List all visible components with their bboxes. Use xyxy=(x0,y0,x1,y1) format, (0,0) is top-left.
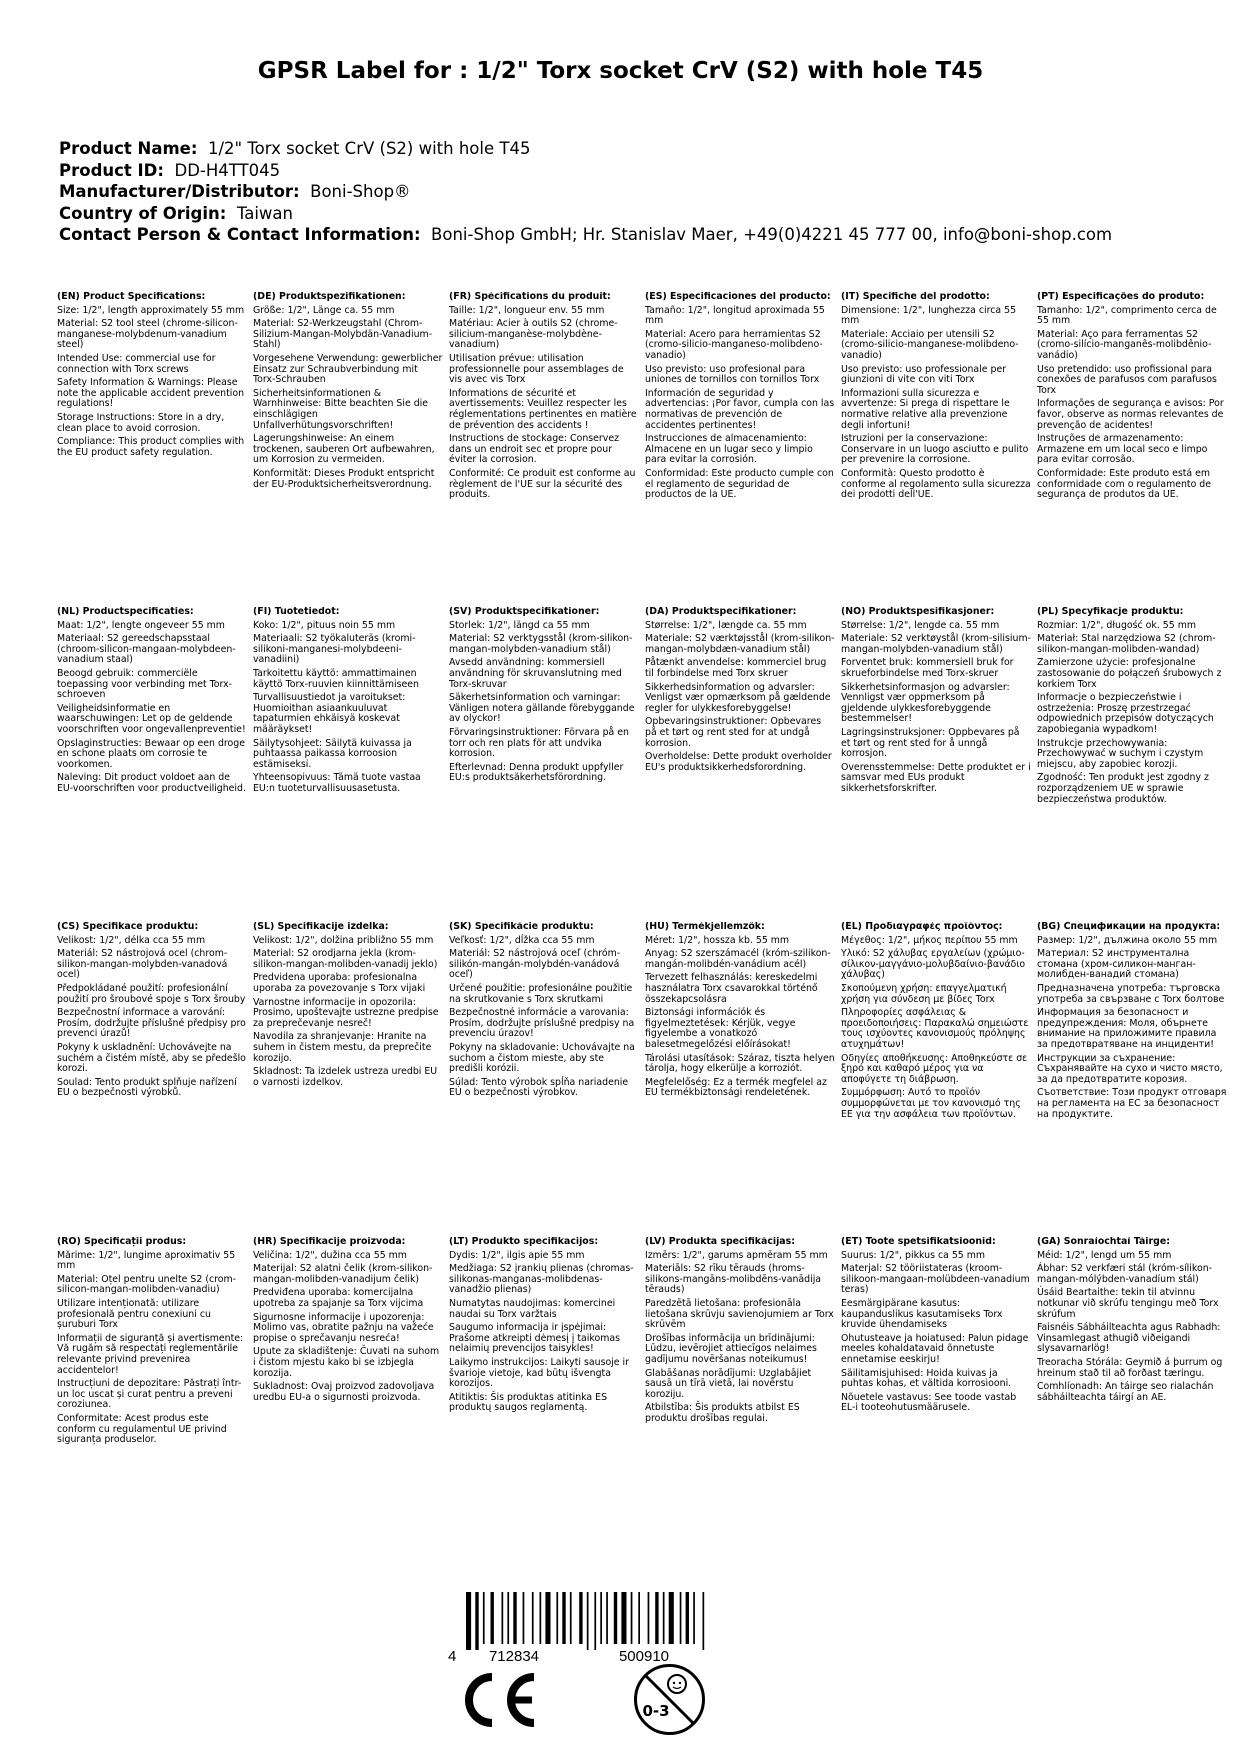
spec-paragraph: Predvidena uporaba: profesionalna uporaba za povezovanje s Torx vijaki xyxy=(253,972,426,994)
barcode-bar xyxy=(513,1592,516,1644)
barcode-group-left: 712834 xyxy=(488,1648,540,1664)
spec-column xyxy=(449,1237,645,1567)
spec-paragraph: Beoogd gebruik: commerciële toepassing voor verbinding met Torx-schroeven xyxy=(57,667,233,701)
spec-paragraph: Medžiaga: S2 įrankių plienas (chromas-silikonas-manganas-molibdenas-vanadžio plienas) xyxy=(449,1263,634,1296)
spec-heading: (FR) Spécifications du produit: xyxy=(449,292,611,302)
spec-paragraph: Размер: 1/2", дължина около 55 mm xyxy=(1037,934,1218,946)
spec-heading: (EL) Προδιαγραφές προϊόντος: xyxy=(841,922,1003,932)
product-id-value: DD-H4TT045 xyxy=(174,160,281,180)
product-id-row xyxy=(59,160,1112,182)
barcode-bar xyxy=(606,1592,608,1644)
barcode-bar xyxy=(614,1592,617,1644)
spec-heading: (SL) Specifikacije izdelka: xyxy=(253,922,389,932)
spec-grid xyxy=(57,292,1237,1567)
barcode-bar xyxy=(663,1592,665,1644)
spec-paragraph: Съответствие: Този продукт отговаря на регламента на ЕС за безопасност на продуктите. xyxy=(1037,1087,1227,1120)
spec-heading: (IT) Specifiche del prodotto: xyxy=(841,292,990,302)
spec-paragraph: Tarkoitettu käyttö: ammattimainen käyttö Torx-ruuvien kiinnittämiseen xyxy=(253,667,419,690)
spec-column xyxy=(841,922,1037,1237)
spec-column xyxy=(57,607,253,922)
spec-heading: (CS) Specifikace produktu: xyxy=(57,922,199,932)
spec-paragraph: Materiał: Stal narzędziowa S2 (chrom-silikon-mangan-molibden-wandad) xyxy=(1037,633,1216,655)
spec-paragraph: Overholdelse: Dette produkt overholder EU's produktsikkerhedsforordning. xyxy=(645,751,832,773)
spec-paragraph: Materijal: S2 alatni čelik (krom-silikon-mangan-molibden-vanadijum čelik) xyxy=(253,1263,433,1285)
barcode-bar xyxy=(545,1592,550,1644)
spec-paragraph: Opbevaringsinstruktioner: Opbevares på et tørt og rent sted for at undgå korrosion. xyxy=(645,716,822,749)
spec-paragraph: Anyag: S2 szerszámacél (króm-szilikon-mangán-molibdén-vanádium acél) xyxy=(645,948,831,970)
spec-paragraph: Materiál: S2 nástrojová oceľ (chróm-silikón-mangán-molybdén-vanádová oceľ) xyxy=(449,948,621,981)
spec-paragraph: Σκοπούμενη χρήση: επαγγελματική χρήση για σύνδεση με βίδες Torx xyxy=(841,982,1007,1005)
barcode-bar xyxy=(556,1592,558,1644)
spec-paragraph: Velikost: 1/2", délka cca 55 mm xyxy=(57,934,206,946)
spec-paragraph: Skladnost: Ta izdelek ustreza uredbi EU o varnosti izdelkov. xyxy=(253,1066,438,1088)
spec-paragraph: Předpokládané použití: profesionální použití pro šroubové spoje s Torx šrouby xyxy=(57,982,246,1005)
spec-paragraph: Μέγεθος: 1/2", μήκος περίπου 55 mm xyxy=(841,934,1018,946)
barcode-bar xyxy=(483,1592,485,1644)
spec-paragraph: Bezpečnostné informácie a varovania: Prosím, dodržujte príslušné predpisy na prevenciu úrazov! xyxy=(449,1007,635,1040)
spec-paragraph: Mărime: 1/2", lungime aproximativ 55 mm xyxy=(57,1249,236,1272)
spec-paragraph: Atitiktis: Šis produktas atitinka ES produktų saugos reglamentą. xyxy=(449,1391,608,1414)
spec-paragraph: Opslaginstructies: Bewaar op een droge en schone plaats om corrosie te voorkomen. xyxy=(57,737,246,770)
product-id-label: Product ID: xyxy=(59,160,164,180)
barcode-group-right: 500910 xyxy=(618,1648,670,1664)
spec-paragraph: Informações de segurança e avisos: Por favor, observe as normas relevantes de prevenção de acidentes! xyxy=(1037,398,1224,431)
spec-column xyxy=(449,607,645,922)
spec-paragraph: Materiál: S2 nástrojová ocel (chrom-silikon-mangan-molybden-vanadová ocel) xyxy=(57,948,228,981)
spec-paragraph: Materiaali: S2 työkaluteräs (kromi-silikoni-manganesi-molybdeeni-vanadiini) xyxy=(253,633,416,666)
spec-paragraph: Material: Acero para herramientas S2 (cromo-silicio-manganeso-molibdeno-vanadio) xyxy=(645,328,823,361)
spec-paragraph: Material: S2 tool steel (chrome-silicon-manganese-molybdenum-vanadium steel) xyxy=(57,318,238,351)
spec-paragraph: Informations de sécurité et avertissements: Veuillez respecter les réglementations pertinentes en matière de prévention des accidents ! xyxy=(449,387,637,431)
spec-paragraph: Faisnéis Sábháilteachta agus Rabhadh: Vinsamlegast athugið viðeigandi slysavarnarlög! xyxy=(1037,1322,1221,1355)
spec-paragraph: Súlad: Tento výrobok spĺňa nariadenie EÚ o bezpečnosti výrobkov. xyxy=(449,1076,629,1099)
spec-paragraph: Πληροφορίες ασφάλειας & προειδοποιήσεις: Παρακαλώ σημειώστε τους ισχύοντες κανονισμούς πρόληψης ατυχημάτων! xyxy=(841,1007,1029,1050)
product-name-label: Product Name: xyxy=(59,139,198,158)
spec-column xyxy=(1037,292,1233,607)
barcode-bar xyxy=(579,1592,582,1644)
spec-heading: (FI) Tuotetiedot: xyxy=(253,607,340,617)
spec-paragraph: Påtænkt anvendelse: kommerciel brug til forbindelse med Torx skruer xyxy=(645,657,827,679)
spec-paragraph: Istruzioni per la conservazione: Conservare in un luogo asciutto e pulito per prevenire la corrosione. xyxy=(841,433,1029,466)
spec-paragraph: Maat: 1/2", lengte ongeveer 55 mm xyxy=(57,619,225,631)
spec-paragraph: Efterlevnad: Denna produkt uppfyller EU:s produktsäkerhetsförordning. xyxy=(449,761,624,784)
spec-paragraph: Størrelse: 1/2", længde ca. 55 mm xyxy=(645,619,807,631)
spec-paragraph: Materiale: S2 værktøjsstål (krom-silikon-mangan-molybdæn-vanadium stål) xyxy=(645,633,835,655)
spec-column xyxy=(449,922,645,1237)
spec-paragraph: Safety Information & Warnings: Please note the applicable accident prevention regulations! xyxy=(57,377,245,410)
spec-paragraph: Treoracha Stórála: Geymið á þurrum og hreinum stað til að forðast tæringu. xyxy=(1037,1356,1223,1379)
spec-paragraph: Overensstemmelse: Dette produktet er i samsvar med EUs produkt sikkerhetsforskrifter. xyxy=(841,761,1031,794)
spec-paragraph: Méid: 1/2", lengd um 55 mm xyxy=(1037,1249,1172,1261)
product-info xyxy=(59,138,1112,246)
spec-paragraph: Materjal: S2 tööriistateras (kroom-silikoon-mangaan-molübdeen-vanadium teras) xyxy=(841,1263,1030,1296)
spec-paragraph: Koko: 1/2", pituus noin 55 mm xyxy=(253,619,396,631)
spec-paragraph: Intended Use: commercial use for connection with Torx screws xyxy=(57,352,216,375)
spec-paragraph: Veľkosť: 1/2", dĺžka cca 55 mm xyxy=(449,934,595,946)
ean-barcode xyxy=(444,1592,750,1664)
age-warning-icon xyxy=(632,1662,707,1737)
spec-paragraph: Οδηγίες αποθήκευσης: Αποθηκεύστε σε ξηρό και καθαρό μέρος για να αποφύγετε τη διάβρωση. xyxy=(841,1052,1028,1085)
spec-heading: (NO) Produktspesifikasjoner: xyxy=(841,607,995,617)
spec-paragraph: Lagringsinstruksjoner: Oppbevares på et tørt og rent sted for å unngå korrosjon. xyxy=(841,726,1020,760)
spec-paragraph: Drošības informācija un brīdinājumi: Lūdzu, ievērojiet attiecīgos nelaimes gadījumu novēršanas noteikumus! xyxy=(645,1332,817,1365)
spec-paragraph: Tervezett felhasználás: kereskedelmi használatra Torx csavarokkal történő összekapcsolásra xyxy=(645,972,818,1005)
spec-column xyxy=(645,292,841,607)
spec-column xyxy=(1037,1237,1233,1567)
barcode-bar xyxy=(600,1592,602,1644)
spec-paragraph: Информация за безопасност и предупреждения: Моля, обърнете внимание на приложимите правила за предотвратяване на инциденти! xyxy=(1037,1007,1217,1050)
spec-paragraph: Sicherheitsinformationen & Warnhinweise: Bitte beachten Sie die einschlägigen Unfallverhütungsvorschriften! xyxy=(253,387,429,431)
spec-column xyxy=(57,292,253,607)
spec-column xyxy=(645,1237,841,1567)
barcode-bar xyxy=(669,1592,674,1644)
spec-paragraph: Soulad: Tento produkt splňuje nařízení EU o bezpečnosti výrobků. xyxy=(57,1076,237,1099)
spec-paragraph: Lagerungshinweise: An einem trockenen, sauberen Ort aufbewahren, um Korrosion zu vermeiden. xyxy=(253,433,435,466)
spec-column xyxy=(253,292,449,607)
spec-paragraph: Utilisation prévue: utilisation professionnelle pour assemblages de vis avec vis Torx xyxy=(449,352,624,386)
spec-paragraph: Konformität: Dieses Produkt entspricht der EU-Produktsicherheitsverordnung. xyxy=(253,467,435,490)
spec-paragraph: Säkerhetsinformation och varningar: Vänligen notera gällande förebyggande av olyckor! xyxy=(449,692,635,725)
spec-column xyxy=(1037,922,1233,1237)
spec-paragraph: Varnostne informacije in opozorila: Prosimo, upoštevajte ustrezne predpise za preprečevanje nesreč! xyxy=(253,996,439,1029)
spec-paragraph: Navodila za shranjevanje: Hranite na suhem in čistem mestu, da preprečite korozijo. xyxy=(253,1031,432,1064)
spec-paragraph: Určené použitie: profesionálne použitie na skrutkovanie s Torx skrutkami xyxy=(449,982,633,1005)
spec-paragraph: Informazioni sulla sicurezza e avvertenze: Si prega di rispettare le normative relative alla prevenzione degli infortuni! xyxy=(841,387,1010,431)
origin-value: Taiwan xyxy=(236,203,293,223)
spec-paragraph: Sukladnost: Ovaj proizvod zadovoljava uredbu EU-a o sigurnosti proizvoda. xyxy=(253,1381,435,1403)
spec-paragraph: Compliance: This product complies with the EU product safety regulation. xyxy=(57,436,245,458)
barcode-bar xyxy=(680,1592,682,1644)
spec-heading: (SV) Produktspecifikationer: xyxy=(449,607,600,617)
spec-paragraph: Dydis: 1/2", ilgis apie 55 mm xyxy=(449,1249,585,1261)
barcode-bar xyxy=(532,1592,534,1644)
spec-paragraph: Pokyny na skladovanie: Uchovávajte na suchom a čistom mieste, aby ste predišli korózii. xyxy=(449,1041,635,1075)
spec-heading: (GA) Sonraíochtaí Táirge: xyxy=(1037,1237,1170,1247)
spec-paragraph: Säilytysohjeet: Säilytä kuivassa ja puhtaassa paikassa korroosion estämiseksi. xyxy=(253,737,412,770)
spec-column xyxy=(841,1237,1037,1567)
spec-paragraph: Vorgesehene Verwendung: gewerblicher Einsatz zur Schraubverbindung mit Torx-Schrauben xyxy=(253,352,443,386)
origin-label: Country of Origin: xyxy=(59,203,227,223)
spec-heading: (PL) Specyfikacje produktu: xyxy=(1037,607,1184,617)
spec-paragraph: Tamaño: 1/2", longitud aproximada 55 mm xyxy=(645,304,825,327)
barcode-bar xyxy=(693,1592,695,1644)
barcode-bars xyxy=(466,1592,704,1650)
spec-paragraph: Instrucțiuni de depozitare: Păstrați într-un loc uscat și curat pentru a preveni coroziunea. xyxy=(57,1378,242,1411)
spec-column xyxy=(841,607,1037,922)
barcode-bar xyxy=(523,1592,525,1644)
spec-column xyxy=(449,292,645,607)
spec-heading: (BG) Спецификации на продукта: xyxy=(1037,922,1221,932)
spec-column xyxy=(253,607,449,922)
manufacturer-row xyxy=(59,181,1112,203)
spec-paragraph: Material: S2-Werkzeugstahl (Chrom-Silizium-Mangan-Molybdän-Vanadium-Stahl) xyxy=(253,318,433,351)
spec-paragraph: Saugumo informacija ir įspėjimai: Prašome atkreipti dėmesį į taikomas nelaimių prevencijos taisykles! xyxy=(449,1322,620,1355)
spec-paragraph: Megfelelőség: Ez a termék megfelel az EU termékbiztonsági rendeletének. xyxy=(645,1076,827,1099)
spec-paragraph: Material: S2 orodjarna jekla (krom-silikon-mangan-molibden-vanadij jeklo) xyxy=(253,948,438,970)
spec-paragraph: Forventet bruk: kommersiell bruk for skrueforbindelse med Torx-skruer xyxy=(841,657,1014,679)
spec-paragraph: Ohutusteave ja hoiatused: Palun pidage meeles kohaldatavaid õnnetuste ennetamise eeskirju! xyxy=(841,1332,1029,1365)
spec-paragraph: Méret: 1/2", hossza kb. 55 mm xyxy=(645,934,790,946)
origin-row xyxy=(59,203,1112,225)
spec-paragraph: Rozmiar: 1/2", długość ok. 55 mm xyxy=(1037,619,1196,631)
spec-paragraph: Paredzētā lietošana: profesionāla lietošana skrūvju savienojumiem ar Torx skrūvēm xyxy=(645,1297,834,1331)
spec-heading: (ES) Especificaciones del producto: xyxy=(645,292,831,302)
spec-paragraph: Atbilstība: Šis produkts atbilst ES produktu drošības regulai. xyxy=(645,1402,800,1424)
manufacturer-label: Manufacturer/Distributor: xyxy=(59,182,300,201)
contact-label: Contact Person & Contact Information: xyxy=(59,225,421,244)
spec-paragraph: Taille: 1/2", longueur env. 55 mm xyxy=(449,304,605,316)
spec-heading: (EN) Product Specifications: xyxy=(57,292,206,302)
spec-paragraph: Instrucciones de almacenamiento: Almacene en un lugar seco y limpio para evitar la corrosión. xyxy=(645,433,813,466)
spec-paragraph: Velikost: 1/2", dolžina približno 55 mm xyxy=(253,934,434,946)
spec-heading: (LT) Produkto specifikacijos: xyxy=(449,1237,599,1247)
barcode-bar xyxy=(507,1592,509,1644)
spec-paragraph: Glabāšanas norādījumi: Uzglabājiet sausā un tīrā vietā, lai novērstu koroziju. xyxy=(645,1367,812,1400)
spec-paragraph: Conformidade: Este produto está em conformidade com o regulamento de segurança de produtos da UE. xyxy=(1037,467,1212,501)
spec-paragraph: Sikkerhedsinformation og advarsler: Venligst vær opmærksom på gældende regler for ulykkesforebyggelse! xyxy=(645,681,831,714)
spec-paragraph: Informacje o bezpieczeństwie i ostrzeżenia: Proszę przestrzegać odpowiednich przepisów dotyczących zapobiegania wypadkom! xyxy=(1037,692,1214,735)
spec-paragraph: Dimensione: 1/2", lunghezza circa 55 mm xyxy=(841,304,1017,327)
spec-column xyxy=(645,922,841,1237)
spec-paragraph: Laikymo instrukcijos: Laikyti sausoje ir švarioje vietoje, kad būtų išvengta korozijos. xyxy=(449,1356,629,1390)
barcode-bar xyxy=(540,1592,542,1644)
spec-column xyxy=(57,1237,253,1567)
spec-heading: (NL) Productspecificaties: xyxy=(57,607,194,617)
spec-paragraph: Tárolási utasítások: Száraz, tiszta helyen tárolja, hogy elkerülje a korroziót. xyxy=(645,1052,835,1075)
barcode-bar xyxy=(655,1592,658,1644)
spec-paragraph: Предназначена употреба: търговска употреба за свързване с Torx болтове xyxy=(1037,982,1225,1005)
spec-paragraph: Utilizare intenționată: utilizare profesională pentru conexiuni cu șuruburi Torx xyxy=(57,1297,211,1331)
spec-paragraph: Size: 1/2", length approximately 55 mm xyxy=(57,304,245,316)
spec-column xyxy=(57,922,253,1237)
barcode-digit-first: 4 xyxy=(448,1648,457,1664)
spec-paragraph: Material: S2 verktygsstål (krom-silikon-mangan-molybden-vanadium stål) xyxy=(449,633,633,655)
barcode-bar xyxy=(638,1592,640,1644)
barcode-bar xyxy=(502,1592,504,1644)
spec-paragraph: Yhteensopivuus: Tämä tuote vastaa EU:n tuoteturvallisuusasetusta. xyxy=(253,772,421,794)
spec-paragraph: Материал: S2 инструментална стомана (хром-силикон-манган-молибден-ванадий стомана) xyxy=(1037,948,1196,981)
contact-value: Boni-Shop GmbH; Hr. Stanislav Maer, +49(0)4221 45 777 00, info@boni-shop.com xyxy=(431,225,1113,244)
spec-paragraph: Matériau: Acier à outils S2 (chrome-silicium-manganèse-molybdène-vanadium) xyxy=(449,318,618,351)
spec-heading: (RO) Specificații produs: xyxy=(57,1237,187,1247)
spec-paragraph: Συμμόρφωση: Αυτό το προϊόν συμμορφώνεται με τον κανονισμό της ΕΕ για την ασφάλεια των προϊόντων. xyxy=(841,1087,1021,1120)
spec-heading: (HR) Specifikacije proizvoda: xyxy=(253,1237,406,1247)
spec-paragraph: Förvaringsinstruktioner: Förvara på en torr och ren plats för att undvika korrosion. xyxy=(449,726,629,760)
spec-paragraph: Material: Oțel pentru unelte S2 (crom-silicon-mangan-molibden-vanadiu) xyxy=(57,1273,237,1296)
spec-paragraph: Uso pretendido: uso profissional para conexões de parafusos com parafusos Torx xyxy=(1037,363,1217,396)
spec-paragraph: Veiligheidsinformatie en waarschuwingen: Let op de geldende voorschriften voor ongevallenpreventie! xyxy=(57,702,246,735)
spec-paragraph: Upute za skladištenje: Čuvati na suhom i čistom mjestu kako bi se izbjegla korozija. xyxy=(253,1346,440,1379)
spec-paragraph: Pokyny k uskladnění: Uchovávejte na suchém a čistém místě, aby se předešlo korozi. xyxy=(57,1041,246,1075)
product-name-row xyxy=(59,138,1112,160)
spec-heading: (ET) Toote spetsifikatsioonid: xyxy=(841,1237,996,1247)
age-warning-text: 0-3 xyxy=(642,1702,670,1720)
barcode-bar xyxy=(587,1592,589,1650)
spec-heading: (DA) Produktspecifikationer: xyxy=(645,607,797,617)
spec-paragraph: Størrelse: 1/2", lengde ca. 55 mm xyxy=(841,619,1000,631)
spec-paragraph: Zgodność: Ten produkt jest zgodny z rozporządzeniem UE w sprawie bezpieczeństwa produktów. xyxy=(1037,772,1209,805)
barcode-bar xyxy=(631,1592,633,1644)
spec-heading: (PT) Especificações do produto: xyxy=(1037,292,1205,302)
spec-paragraph: Ábhar: S2 verkfæri stál (króm-sílikon-mangan-mólýbden-vanadíum stál) xyxy=(1037,1263,1213,1285)
spec-heading: (LV) Produkta specifikācijas: xyxy=(645,1237,795,1247)
spec-paragraph: Conformità: Questo prodotto è conforme al regolamento sulla sicurezza dei prodotti dell'UE. xyxy=(841,467,1031,501)
barcode-bar xyxy=(466,1592,471,1650)
barcode-bar xyxy=(475,1592,478,1650)
spec-paragraph: Conformitate: Acest produs este conform cu regulamentul UE privind siguranța produselor. xyxy=(57,1412,227,1446)
spec-column xyxy=(253,1237,449,1567)
spec-paragraph: Informații de siguranță și avertismente: Vă rugăm să respectați reglementările relevante privind prevenirea accidentelor! xyxy=(57,1332,244,1376)
ce-mark-icon xyxy=(454,1669,540,1731)
barcode-bar xyxy=(570,1592,572,1644)
contact-row xyxy=(59,224,1112,246)
spec-paragraph: Veličina: 1/2", dužina cca 55 mm xyxy=(253,1249,407,1261)
barcode-bar xyxy=(491,1592,494,1644)
spec-paragraph: Bezpečnostní informace a varování: Prosím, dodržujte příslušné předpisy pro prevenci úrazů! xyxy=(57,1007,246,1040)
spec-paragraph: Conformidad: Este producto cumple con el reglamento de seguridad de productos de la UE. xyxy=(645,467,834,501)
spec-paragraph: Uso previsto: uso profesional para uniones de tornillos con tornillos Torx xyxy=(645,363,820,386)
page-title: GPSR Label for : 1/2" Torx socket CrV (S2) with hole T45 xyxy=(257,58,984,84)
spec-paragraph: Suurus: 1/2", pikkus ca 55 mm xyxy=(841,1249,985,1261)
spec-paragraph: Material: Aço para ferramentas S2 (cromo-silício-manganês-molibdênio-vanádio) xyxy=(1037,328,1212,361)
spec-column xyxy=(645,607,841,922)
spec-paragraph: Información de seguridad y advertencias: ¡Por favor, cumpla con las normativas de prevención de accidentes pertinentes! xyxy=(645,387,835,431)
spec-paragraph: Instructions de stockage: Conservez dans un endroit sec et propre pour éviter la corrosion. xyxy=(449,433,620,466)
product-name-value: 1/2" Torx socket CrV (S2) with hole T45 xyxy=(207,139,531,158)
spec-paragraph: Numatytas naudojimas: komercinei naudai su Torx varžtais xyxy=(449,1297,616,1320)
spec-paragraph: Predviđena uporaba: komercijalna upotreba za spajanje sa Torx vijcima xyxy=(253,1287,424,1309)
spec-paragraph: Υλικό: S2 χάλυβας εργαλείων (χρώμιο-σίλικον-μαγγάνιο-μολυβδαίνιο-βανάδιο χάλυβας) xyxy=(841,948,1026,981)
spec-paragraph: Zamierzone użycie: profesjonalne zastosowanie do połączeń śrubowych z korkiem Torx xyxy=(1037,657,1222,690)
spec-paragraph: Storlek: 1/2", längd ca 55 mm xyxy=(449,619,590,631)
spec-paragraph: Naleving: Dit product voldoet aan de EU-voorschriften voor productveiligheid. xyxy=(57,772,246,794)
spec-paragraph: Tamanho: 1/2", comprimento cerca de 55 mm xyxy=(1037,304,1217,327)
spec-heading: (SK) Špecifikácie produktu: xyxy=(449,922,594,932)
spec-paragraph: Größe: 1/2", Länge ca. 55 mm xyxy=(253,304,395,316)
spec-paragraph: Eesmärgipärane kasutus: kaupanduslikus kasutamiseks Torx kruvide ühendamiseks xyxy=(841,1297,1003,1331)
spec-paragraph: Инструкции за съхранение: Съхранявайте на сухо и чисто място, за да предотвратите корозия. xyxy=(1037,1052,1223,1085)
spec-paragraph: Instrukcje przechowywania: Przechowywać w suchym i czystym miejscu, aby zapobiec korozji. xyxy=(1037,737,1204,770)
barcode-bar xyxy=(648,1592,650,1644)
spec-heading: (HU) Termékjellemzők: xyxy=(645,922,765,932)
spec-paragraph: Sigurnosne informacije i upozorenja: Molimo vas, obratite pažnju na važeće propise o sprečavanju nesreća! xyxy=(253,1311,434,1344)
barcode-bar xyxy=(686,1592,689,1644)
spec-paragraph: Nõuetele vastavus: See toode vastab EL-i tooteohutusmäärusele. xyxy=(841,1391,1017,1414)
spec-heading: (DE) Produktspezifikationen: xyxy=(253,292,406,302)
barcode-bar xyxy=(703,1592,705,1650)
spec-paragraph: Instruções de armazenamento: Armazene em um local seco e limpo para evitar corrosão. xyxy=(1037,433,1208,466)
spec-paragraph: Avsedd användning: kommersiell användning för skruvanslutning med Torx-skruvar xyxy=(449,657,622,690)
spec-column xyxy=(1037,607,1233,922)
barcode-bar xyxy=(562,1592,565,1644)
spec-paragraph: Sikkerhetsinformasjon og advarsler: Vennligst vær oppmerksom på gjeldende ulykkesforebyggende bestemmelser! xyxy=(841,681,1010,725)
spec-paragraph: Materiale: Acciaio per utensili S2 (cromo-silicio-manganese-molibdeno-vanadio) xyxy=(841,328,1019,361)
spec-paragraph: Materiāls: S2 rīku tērauds (hroms-silikons-mangāns-molibdēns-vanādija tērauds) xyxy=(645,1263,822,1296)
spec-paragraph: Storage Instructions: Store in a dry, clean place to avoid corrosion. xyxy=(57,411,225,434)
spec-column xyxy=(841,292,1037,607)
spec-paragraph: Turvallisuustiedot ja varoitukset: Huomioithan asiaankuuluvat tapaturmien ehkäisyä koskevat määräykset! xyxy=(253,692,406,735)
spec-paragraph: Úsáid Beartaithe: tekin til atvinnu notkunar við skrúfu tengingu með Torx skrúfum xyxy=(1037,1287,1219,1320)
spec-paragraph: Comhlíonadh: An táirge seo rialachán sábháilteachta táirgí an AE. xyxy=(1037,1381,1214,1403)
spec-paragraph: Uso previsto: uso professionale per giunzioni di vite con viti Torx xyxy=(841,363,1007,386)
spec-paragraph: Materiaal: S2 gereedschapsstaal (chroom-silicon-mangaan-molybdeen-vanadium staal) xyxy=(57,633,236,666)
spec-paragraph: Conformité: Ce produit est conforme au règlement de l'UE sur la sécurité des produits. xyxy=(449,467,636,501)
manufacturer-value: Boni-Shop® xyxy=(310,182,411,201)
spec-column xyxy=(253,922,449,1237)
spec-paragraph: Materiale: S2 verktøystål (krom-silisium-mangan-molybden-vanadium stål) xyxy=(841,633,1031,655)
barcode-bar xyxy=(621,1592,626,1644)
spec-paragraph: Biztonsági információk és figyelmeztetések: Kérjük, vegye figyelembe a vonatkozó balesetmegelőzési előírásokat! xyxy=(645,1007,796,1050)
barcode-bar xyxy=(594,1592,596,1650)
spec-paragraph: Izmērs: 1/2", garums apmēram 55 mm xyxy=(645,1249,828,1261)
spec-paragraph: Säilitamisjuhised: Hoida kuivas ja puhtas kohas, et vältida korrosiooni. xyxy=(841,1367,1012,1390)
